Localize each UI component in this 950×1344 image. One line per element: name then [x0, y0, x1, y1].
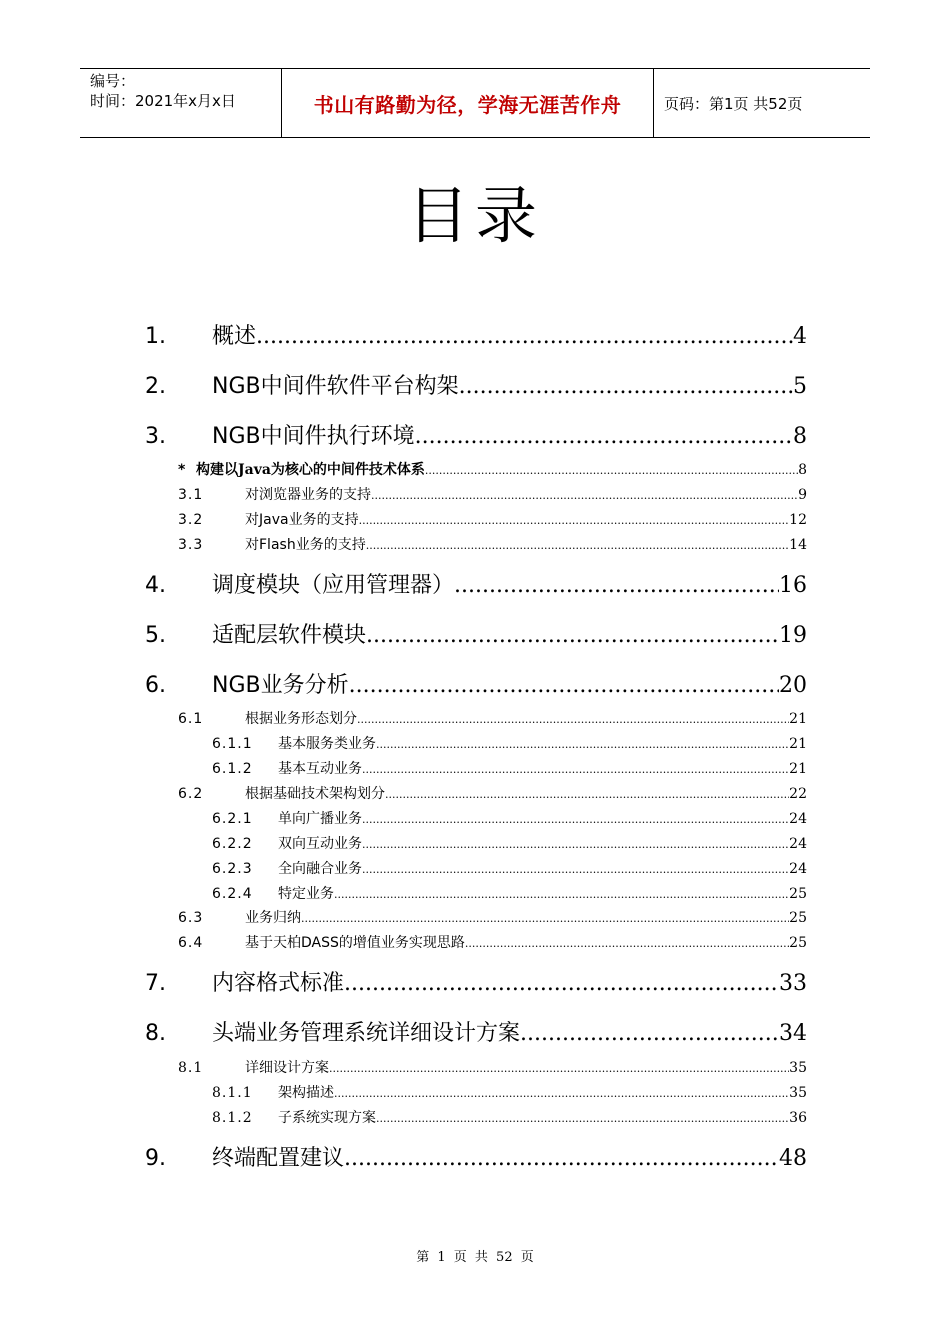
toc-page: 9: [798, 487, 807, 503]
toc-title: 头端业务管理系统详细设计方案: [212, 1021, 521, 1046]
toc-entry[interactable]: [145, 419, 807, 449]
toc-page: 21: [789, 711, 807, 727]
toc-entry[interactable]: [178, 484, 807, 504]
toc-number: 6.2.4: [212, 886, 253, 902]
toc-entry[interactable]: [178, 534, 807, 554]
toc-title: NGB中间件软件平台构架: [212, 374, 459, 399]
toc-entry[interactable]: [212, 733, 807, 753]
toc-leader: [415, 424, 793, 449]
toc-title: 对Java业务的支持: [245, 512, 359, 528]
toc-title: 业务归纳: [245, 910, 301, 926]
toc-number: 6.2.3: [212, 861, 253, 877]
toc-page: 24: [789, 861, 807, 877]
toc-entry[interactable]: [212, 833, 807, 853]
toc-leader: [520, 1021, 779, 1046]
toc-entry[interactable]: [212, 858, 807, 878]
toc-title: 调度模块（应用管理器）: [212, 573, 455, 598]
toc-leader: [385, 788, 789, 801]
toc-page: 12: [789, 512, 807, 528]
toc-entry[interactable]: [178, 1057, 807, 1077]
toc-number: 8.: [145, 1021, 166, 1046]
toc-page: 8: [793, 424, 807, 449]
toc-number: 2.: [145, 374, 166, 399]
toc-leader: [362, 763, 789, 776]
toc-leader: [459, 374, 793, 399]
toc-number: 6.3: [178, 910, 204, 926]
toc-leader: [362, 838, 789, 851]
toc-page: 4: [793, 324, 807, 349]
toc-page: 34: [779, 1021, 807, 1046]
toc-page: 16: [779, 573, 807, 598]
page-title: 目录: [406, 179, 543, 252]
toc-page: 21: [789, 761, 807, 777]
toc-title: 架构描述: [278, 1085, 334, 1101]
toc-title: 终端配置建议: [212, 1146, 345, 1171]
toc-title: 基本互动业务: [278, 761, 362, 777]
toc-number: 1.: [145, 324, 166, 349]
toc-page: 24: [789, 811, 807, 827]
toc-entry[interactable]: [178, 459, 807, 479]
toc-page: 14: [789, 537, 807, 553]
toc-number: 8.1.2: [212, 1110, 253, 1126]
toc-leader: [366, 623, 779, 648]
toc-entry[interactable]: [178, 907, 807, 927]
toc-leader: [425, 464, 798, 477]
toc-number: 6.1: [178, 711, 204, 727]
toc-entry[interactable]: [145, 568, 807, 598]
toc-entry[interactable]: [212, 1082, 807, 1102]
toc-leader: [376, 1112, 789, 1125]
toc-number: 3.1: [178, 487, 204, 503]
toc-number: 6.1.1: [212, 736, 253, 752]
toc-number: 4.: [145, 573, 166, 598]
toc-title: 基本服务类业务: [278, 736, 376, 752]
toc-leader: [371, 489, 798, 502]
toc-leader: [329, 1062, 789, 1075]
toc-page: 21: [789, 736, 807, 752]
toc-title: 适配层软件模块: [212, 623, 367, 648]
toc-leader: [344, 971, 779, 996]
toc-title: 概述: [212, 324, 257, 349]
toc-page: 36: [789, 1110, 807, 1126]
toc-entry[interactable]: [212, 808, 807, 828]
toc-entry[interactable]: [178, 708, 807, 728]
toc-entry[interactable]: [145, 1141, 807, 1171]
toc-number: 3.2: [178, 512, 204, 528]
toc-number: 6.: [145, 673, 166, 698]
toc-number: 3.: [145, 424, 166, 449]
toc-number: 8.1: [178, 1060, 204, 1076]
toc-title: 根据基础技术架构划分: [245, 786, 385, 802]
toc-leader: [362, 863, 789, 876]
toc-page: 19: [779, 623, 807, 648]
toc-number: *: [178, 462, 186, 478]
toc-number: 5.: [145, 623, 166, 648]
toc-entry[interactable]: [145, 668, 807, 698]
toc-leader: [366, 539, 789, 552]
toc-title: 特定业务: [278, 886, 334, 902]
header-bianhao: 编号：: [90, 72, 136, 90]
toc-page: 24: [789, 836, 807, 852]
toc-number: 6.2.2: [212, 836, 253, 852]
toc-title: 全向融合业务: [278, 861, 362, 877]
toc-leader: [349, 673, 779, 698]
toc-page: 20: [779, 673, 807, 698]
toc-number: 7.: [145, 971, 166, 996]
toc-leader: [344, 1146, 779, 1171]
toc-page: 5: [793, 374, 807, 399]
toc-leader: [465, 937, 789, 950]
toc-title: 子系统实现方案: [278, 1110, 376, 1126]
header-page-info: 页码：第1页 共52页: [664, 94, 803, 113]
toc-entry[interactable]: [145, 369, 807, 399]
toc-entry[interactable]: [212, 883, 807, 903]
toc-page: 8: [798, 462, 807, 478]
toc-entry[interactable]: [145, 319, 807, 349]
header-motto: 书山有路勤为径，学海无涯苦作舟: [313, 92, 622, 117]
toc-entry[interactable]: [212, 758, 807, 778]
toc-number: 9.: [145, 1146, 166, 1171]
toc-leader: [301, 912, 789, 925]
toc-page: 25: [789, 910, 807, 926]
page-footer: 第 1 页 共 52 页: [416, 1250, 534, 1265]
toc-page: 48: [779, 1146, 807, 1171]
toc-entry[interactable]: [178, 932, 807, 952]
toc-title: NGB业务分析: [212, 673, 349, 698]
toc-entry[interactable]: [145, 1016, 807, 1046]
toc-entry[interactable]: [178, 509, 807, 529]
toc-number: 6.4: [178, 935, 204, 951]
toc-title: 对浏览器业务的支持: [245, 487, 371, 503]
toc-leader: [334, 1087, 789, 1100]
toc-number: 8.1.1: [212, 1085, 253, 1101]
toc-title: 双向互动业务: [278, 836, 362, 852]
toc-entry[interactable]: [212, 1107, 807, 1127]
toc-title: 构建以Java为核心的中间件技术体系: [196, 462, 425, 478]
header-time: 时间：2021年x月x日: [90, 92, 236, 110]
toc-title: NGB中间件执行环境: [212, 424, 415, 449]
toc-leader: [256, 324, 793, 349]
toc-leader: [362, 813, 789, 826]
toc-leader: [359, 514, 790, 527]
toc-leader: [454, 573, 779, 598]
toc-number: 3.3: [178, 537, 204, 553]
toc-number: 6.2: [178, 786, 204, 802]
toc-leader: [376, 738, 789, 751]
toc-number: 6.1.2: [212, 761, 253, 777]
toc-leader: [357, 713, 789, 726]
toc-page: 35: [789, 1060, 807, 1076]
toc-page: 35: [789, 1085, 807, 1101]
toc-title: 单向广播业务: [278, 811, 362, 827]
toc-entry[interactable]: [145, 618, 807, 648]
toc-title: 内容格式标准: [212, 971, 345, 996]
toc-page: 25: [789, 886, 807, 902]
toc-leader: [334, 888, 789, 901]
toc-title: 对Flash业务的支持: [245, 537, 366, 553]
toc-entry[interactable]: [178, 783, 807, 803]
toc-page: 25: [789, 935, 807, 951]
toc-title: 根据业务形态划分: [245, 711, 357, 727]
toc-page: 33: [779, 971, 807, 996]
toc-title: 基于天柏DASS的增值业务实现思路: [245, 935, 465, 951]
toc-entry[interactable]: [145, 966, 807, 996]
toc-page: 22: [789, 786, 807, 802]
toc-number: 6.2.1: [212, 811, 253, 827]
toc-title: 详细设计方案: [245, 1060, 329, 1076]
